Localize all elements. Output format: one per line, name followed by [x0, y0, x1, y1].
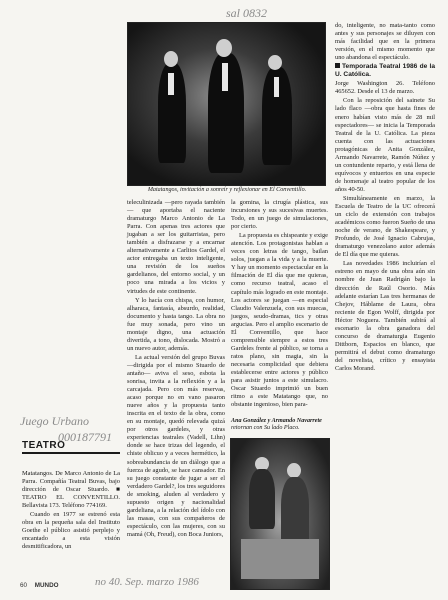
photo2-caption: Ana González y Armando Navarrete retornan con Su lado Placo. [231, 418, 322, 432]
season-heading: Temporada Teatral 1986 de la U. Católica. [335, 63, 435, 79]
left-handwritten-note-2: 000187791 [58, 430, 112, 444]
left-paragraph-1: Cuando en 1977 se estrenó esta obra en la pequeña sala del Instituto Goethe el público asistió perplejo y encantado a esta visión desmitificadora, un [22, 511, 120, 551]
page-number: 60 [20, 582, 28, 589]
middle-column [127, 199, 225, 540]
su-lado-flaco-photo [230, 438, 330, 590]
bullet-square-icon [335, 63, 340, 68]
middle-paragraph-3: La actual versión del grupo Buvas —dirigida por el mismo Stuardo de antaño— aviva el seso, esbota la sonrisa, invita a la reflexión y a la carcajada. Pero con más reservas, acaso porque no en vano pasaron nueve años y la propuesta tanto inscrita en el texto de la obra, como en su montaje, quedó relevada quizá por otros gardeles, y otras experiencias teatrales (Vadell, Lihn) donde se hace trizas del legendo, el chiste oblicuo y a veces hermético, la sobreabundancia de un diálogo que a fuerza de agudo, se hace cansador. En su juego constante de jugar a ser el verdadero Gardel?, los tres seguidores de smoking, aluden al verdadero y supuesto origen y nacionalidad gardeliana, a la relación del ídolo con las masas, con sus compañeros de espectáculo, con las mujeres, con su mamá (Oh, Freud), con Boca Juniors, [127, 353, 225, 538]
magazine-name: MUNDO [34, 582, 59, 589]
right-paragraph-1: la gomina, la cirugía plástica, sus incursiones y sus sucesivas muertes. Todo, en un juego de simulaciones, por cierto. [231, 199, 328, 231]
left-handwritten-note-1: Juego Urbano [20, 414, 89, 428]
play-info: Matatangos. De Marco Antonio de La Parra. Compañía Teatral Buvas, bajo dirección de Oscar Stuardo. ■ TEATRO EL CONVENTILLO. Bellavista 173. Teléfono 774169. [22, 470, 120, 510]
far-right-paragraph-3: Simultáneamente en marzo, la Escuela de Teatro de la UC ofrecerá un ciclo de extensión con trabajos académicos como fueron Sueño de una noche de verano, de Shakespeare, y Profundo, de José Ignacio Cabrujas, dramaturgo venezolano autor además de El día que me quieras. [335, 194, 435, 259]
top-handwritten-note: sal 0832 [226, 6, 268, 20]
middle-paragraph-1: teleculinizada —pero rayada también— que aportaba el naciente dramaturgo Marco Antonio de La Parra. Con apenas tres actores que jugaban a ser los guitarristas, pero también a disfrazarse y a encarnar alternativamente a Carlitos Gardel, el actor entregaba un texto inteligente, una revisión de los sueños gardelianos, del entorno social, y un poco una mirada a los vicios y virtudes de este continente. [127, 199, 225, 295]
footer-handwritten-note: no 40. Sep. marzo 1986 [95, 576, 199, 588]
far-right-paragraph-4: Las novedades 1986 incluirían el estreno en mayo de una obra aún sin nombre de Juan Radrigán bajo la dirección de Raúl Osorio. Más adelante estarían Las tres hermanas de Chejov, Háblame de Laura, obra reciente de Egon Wolff, dirigida por Héctor Noguera. También subirá al escenario la obra ganadora del concurso de dramaturgia Eugenio Dittborn, Espacios en blanco, que permitirá el debut como dramaturgo del novelista, crítico y ensayista Carlos Morand. [335, 260, 435, 372]
far-right-paragraph-2: Con la reposición del sainete Su lado flaco —obra que hasta fines de enero habían visto más de 28 mil espectadores— se inicia la Temporada Teatral de la U. Católica. La pieza cuenta con las actuaciones protagónicas de Anita González, Armando Navarrete, Ramón Núñez y un contundente reparto, y está llena de equívocos y entuertos en una especie de homenaje al teatro popular de los años 40-50. [335, 97, 435, 193]
photo1-caption: Matatangos, invitación a sonreír y reflexionar en El Conventillo. [147, 187, 307, 193]
right-paragraph-2: La propuesta es chispeante y exige atención. Los protagonistas hablan a veces con letras de tango, bailan solos, juegan a la vida y a la muerte. Y hay un momento espectacular en la filmación de El día que me quieras, como recurso teatral, acaso el capítulo más logrado en este montaje. Los actores se juegan —en especial Claudio Valenzuela, con sus muecas, juegos, seudo-dramas, tics y otras argucias. Pero el amplio escenario de El Conventillo, que hace comprensible siempre a estos tres Gardeles frente al público, se torna a ratos plano, sin magia, sin la necesaria complicidad que debiera establecerse entre actores y público para asistir juntos a este simulacro. Oscar Stuardo imprimió un buen ritmo a este Matatango que, no obstante ingenioso, bien para- [231, 232, 328, 409]
season-details: Jorge Washington 26. Teléfono 465652. Desde el 13 de marzo. [335, 80, 435, 96]
far-right-paragraph-1: do, inteligente, no mata-tanto como antes y sus personajes se diluyen con más facilidad que en la primera versión, en el mismo momento que uno abandona el espectáculo. [335, 22, 435, 62]
left-column [22, 470, 120, 552]
right-column [231, 199, 328, 410]
far-right-column [335, 22, 435, 374]
section-label-teatro: TEATRO [22, 440, 120, 454]
matatangos-photo [127, 22, 326, 186]
page-footer [20, 582, 59, 589]
middle-paragraph-2: Y lo hacía con chispa, con humor, alharaca, fantasía, absurdo, realidad, documento y hasta tango. La obra no fue muy sonada, pero vino un montaje digno, una actuación divertida, a tono, dislocada. Mostró a un nuevo autor, además. [127, 296, 225, 352]
